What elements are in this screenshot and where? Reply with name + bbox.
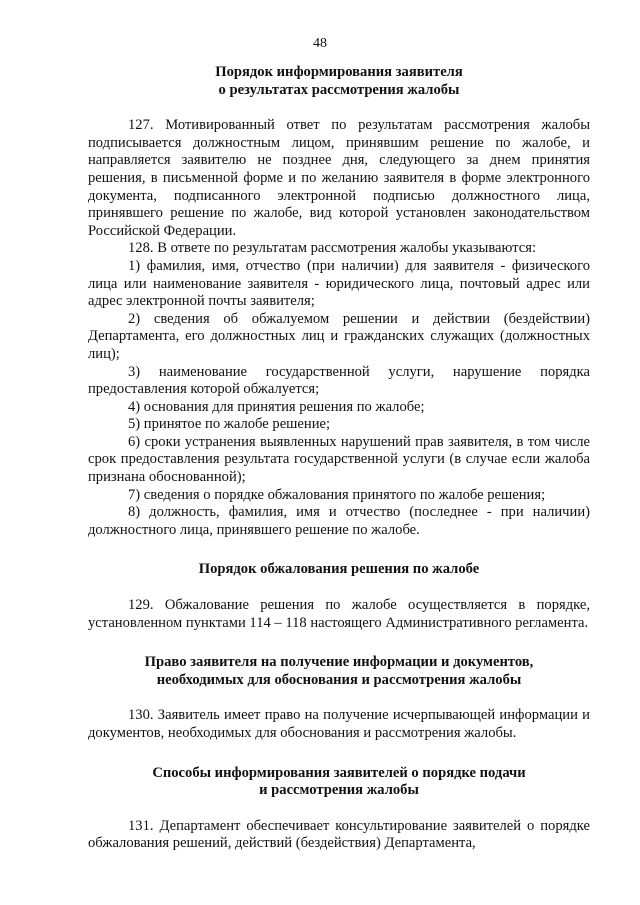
list-item: 5) принятое по жалобе решение;: [128, 416, 331, 433]
list-item: 4) основания для принятия решения по жалобе;: [128, 398, 425, 415]
section-heading-appeal-procedure: [88, 561, 590, 579]
heading-line: Порядок обжалования решения по жалобе: [198, 561, 480, 578]
list-item: 1) фамилия, имя, отчество (при наличии) для заявителя - физического лица или наименование заявителя - юридического лица, почтовый адрес или адрес электронной почты заявителя;: [88, 257, 590, 310]
heading-line: о результатах рассмотрения жалобы: [218, 81, 460, 98]
page-number: 48: [313, 36, 327, 51]
section-heading-right-to-information: [88, 654, 590, 689]
page-content: [88, 64, 590, 853]
heading-line: Способы информирования заявителей о порядке подачи: [152, 764, 526, 781]
heading-line: необходимых для обоснования и рассмотрения жалобы: [156, 671, 522, 688]
list-item: 3) наименование государственной услуги, нарушение порядка предоставления которой обжалуется;: [88, 363, 590, 398]
list-item: 7) сведения о порядке обжалования принятого по жалобе решения;: [128, 486, 546, 503]
heading-line: Порядок информирования заявителя: [215, 64, 463, 80]
list-item: 6) сроки устранения выявленных нарушений прав заявителя, в том числе срок предоставления результата государственной услуги (в случае если жалоба признана обоснованной);: [88, 433, 590, 486]
heading-line: Право заявителя на получение информации и документов,: [144, 654, 534, 671]
paragraph-128: 128. В ответе по результатам рассмотрения жалобы указываются:: [128, 240, 537, 257]
paragraph-131: 131. Департамент обеспечивает консультирование заявителей о порядке обжалования решений, действий (бездействия) Департамента,: [88, 817, 590, 852]
paragraph-130: 130. Заявитель имеет право на получение исчерпывающей информации и документов, необходимых для обоснования и рассмотрения жалобы.: [88, 707, 590, 741]
section-heading-informing-applicant: [88, 64, 590, 99]
list-item: 2) сведения об обжалуемом решении и действии (бездействии) Департамента, его должностных лиц и гражданских служащих (должностных лиц);: [88, 310, 590, 362]
paragraph-129: 129. Обжалование решения по жалобе осуществляется в порядке, установленном пунктами 114 – 118 настоящего Административного регламента.: [88, 597, 590, 631]
list-item: 8) должность, фамилия, имя и отчество (последнее - при наличии) должностного лица, принявшего решение по жалобе.: [88, 504, 590, 538]
heading-line: и рассмотрения жалобы: [259, 782, 419, 799]
paragraph-127: 127. Мотивированный ответ по результатам рассмотрения жалобы подписывается должностным лицом, принявшим решение по жалобе, и направляется заявителю не позднее дня, следующего за днем принятия решения, в письменной форме и по желанию заявителя в форме электронного документа, подписанного электронной подписью должностного лица, принявшего решение по жалобе, вид которой установлен законодательством Российской Федерации.: [88, 117, 590, 239]
section-heading-informing-methods: [88, 765, 590, 800]
